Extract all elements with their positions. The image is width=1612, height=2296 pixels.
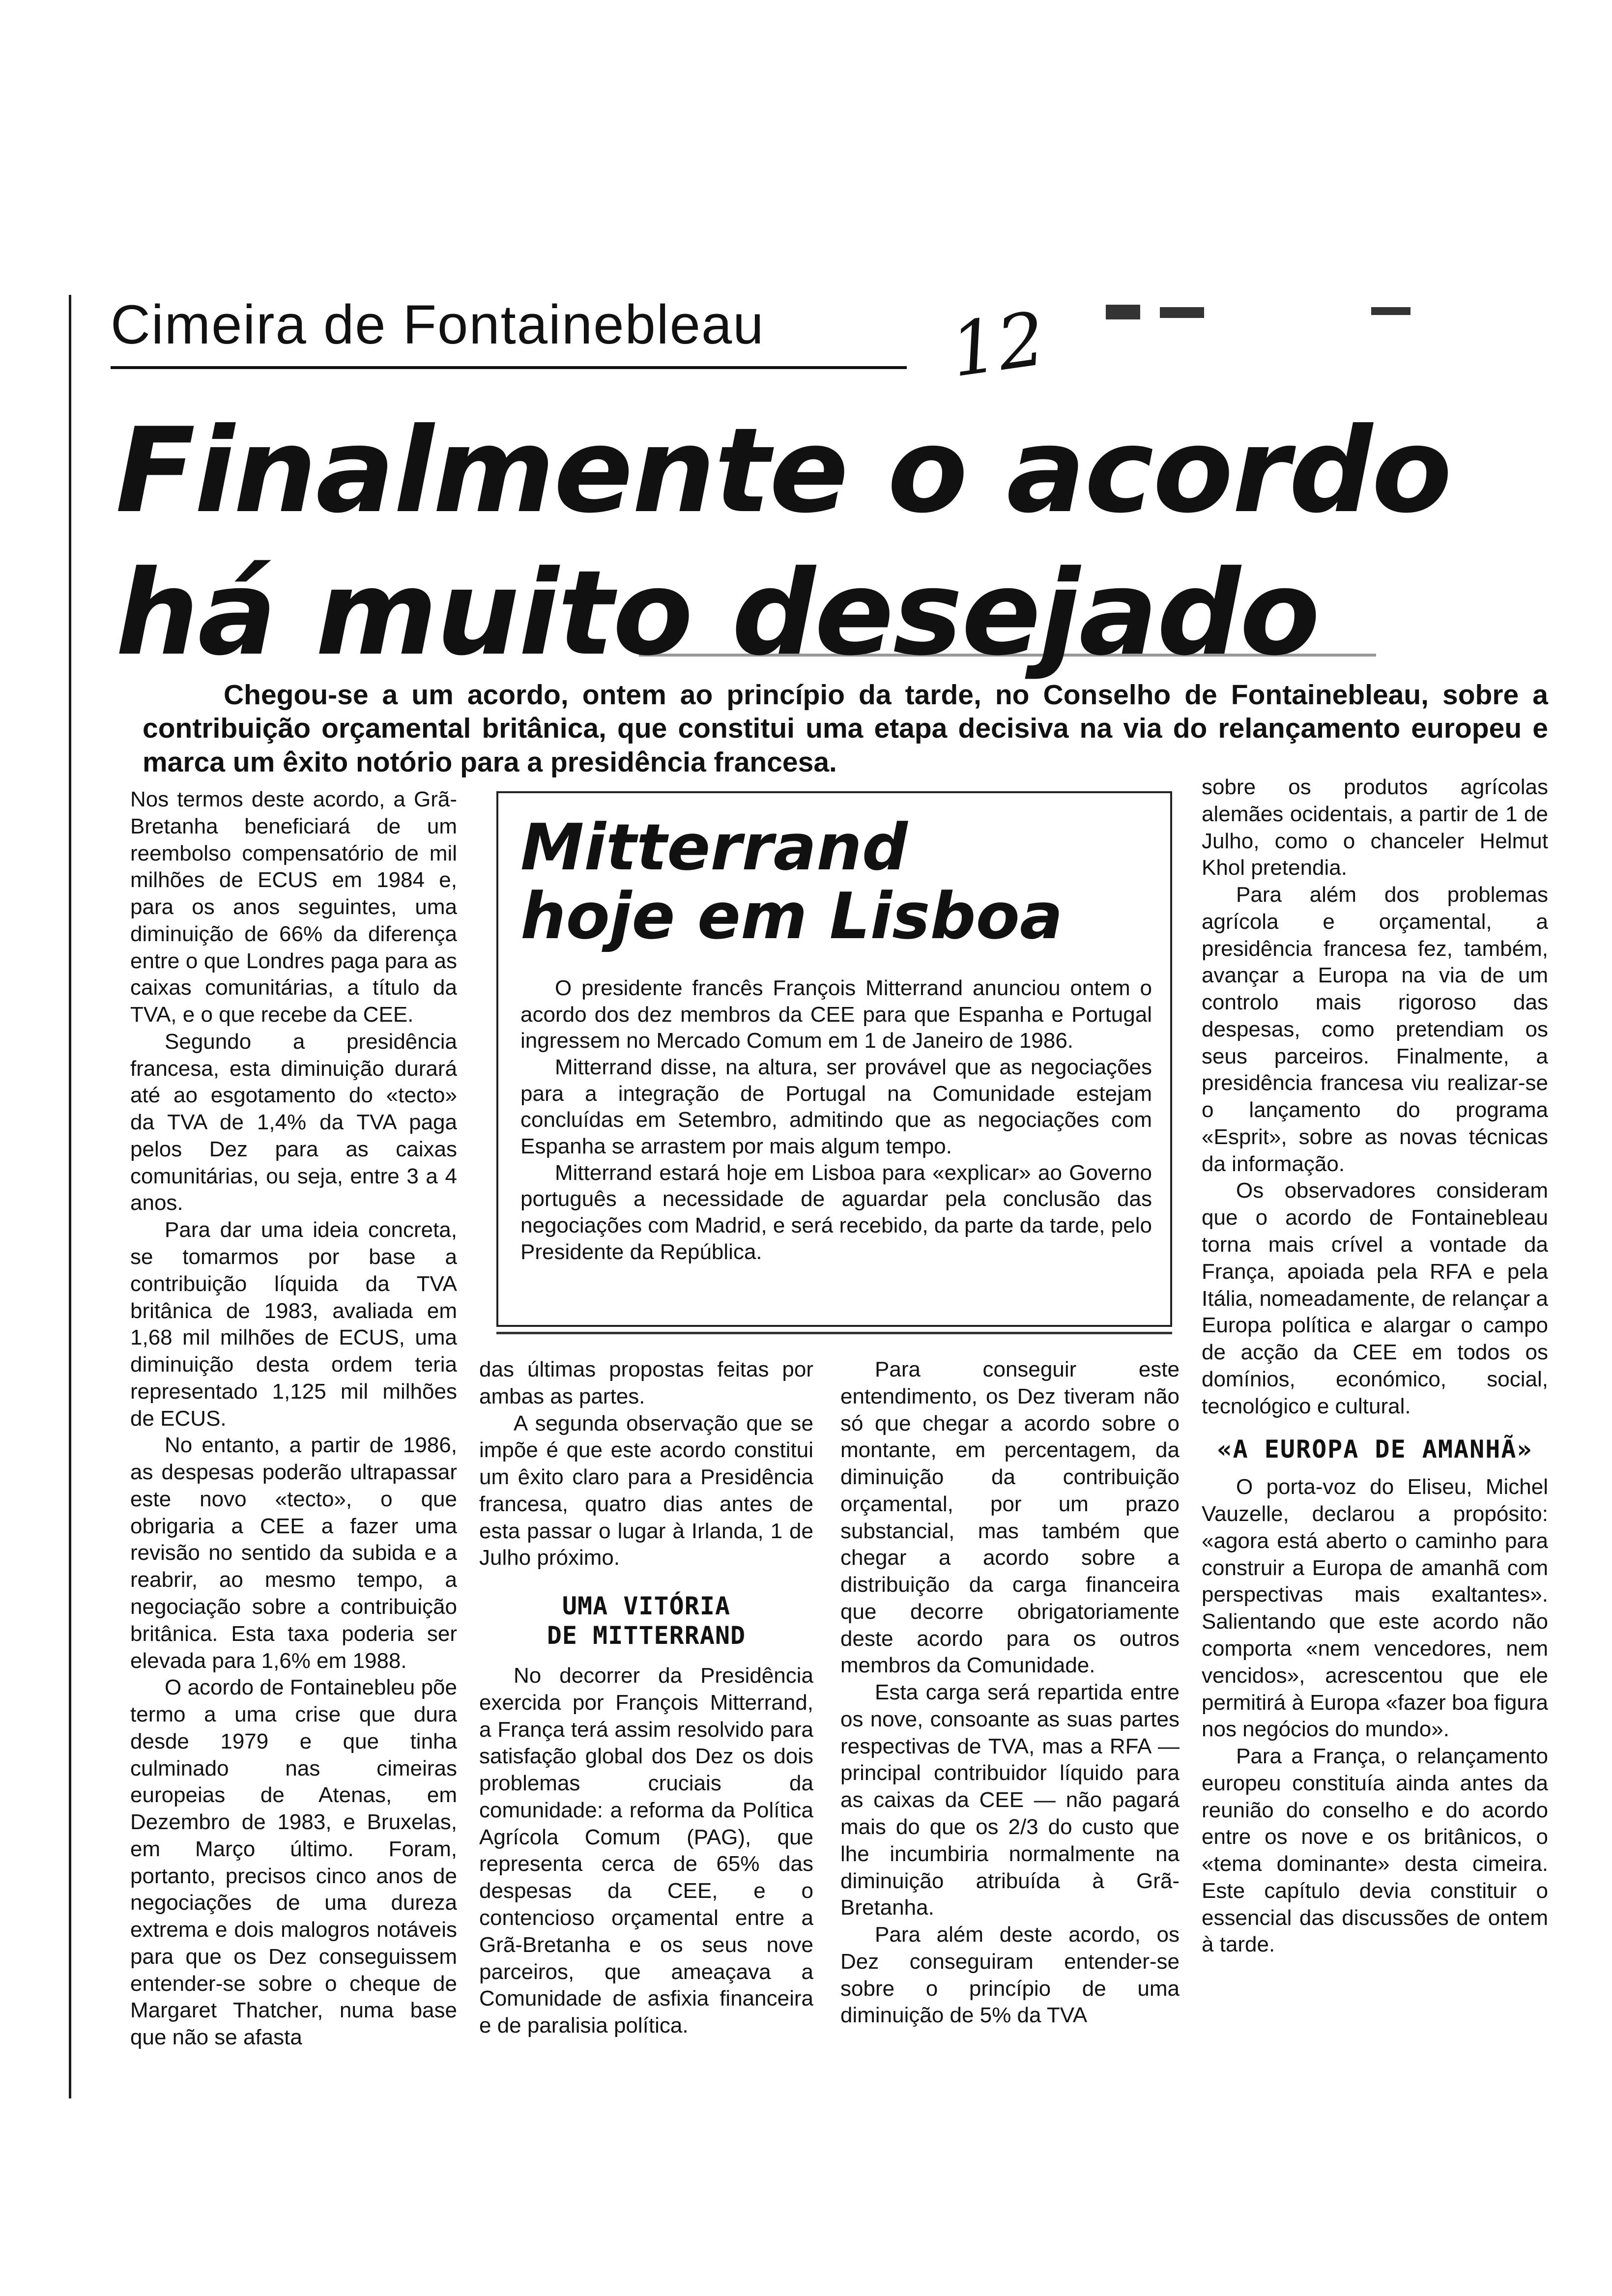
paragraph: No decorrer da Presidência exercida por François Mitterrand, a França terá assim resolvido para satisfação global dos Dez os dois problemas cruciais da comunidade: a reforma da Política Agrícola Comum (PAG), que representa cerca de 65% das despesas da CEE, e o contencioso orçamental entre a Grã-Bretanha e os seus nove parceiros, que ameaçava a Comunidade de asfixia financeira e de paralisia política. bbox=[479, 1664, 813, 2038]
handwritten-annotation: 12 bbox=[945, 296, 1051, 394]
subheading-line: DE MITTERRAND bbox=[547, 1621, 746, 1650]
scan-speckle bbox=[1371, 307, 1410, 315]
text-column-4 bbox=[1202, 774, 1548, 1958]
paragraph: O presidente francês François Mitterrand anunciou ontem o acordo dos dez membros da CEE para que Espanha e Portugal ingressem no Mercado Comum em 1 de Janeiro de 1986. bbox=[520, 976, 1152, 1053]
kicker-rule bbox=[111, 366, 907, 369]
paragraph: A segunda observação que se impõe é que este acordo constitui um êxito claro para a Presidência francesa, quatro dias antes de esta passar o lugar à Irlanda, 1 de Julho próximo. bbox=[479, 1411, 813, 1570]
paragraph: O acordo de Fontainebleu põe termo a uma crise que dura desde 1979 e que tinha culminado nas cimeiras europeias de Atenas, em Dezembro de 1983, e Bruxelas, em Março último. Foram, portanto, precisos cinco anos de negociações de uma dureza extrema e dois malogros notáveis para que os Dez conseguissem entender-se sobre o cheque de Margaret Thatcher, numa base que não se afasta bbox=[130, 1675, 457, 2050]
text-column-2 bbox=[479, 1356, 813, 2039]
sidebar-title-line-2: hoje em Lisboa bbox=[520, 879, 1063, 953]
scan-speckle bbox=[1160, 307, 1204, 318]
paragraph: Segundo a presidência francesa, esta diminuição durará até ao esgotamento do «tecto» da TVA de 1,4% da TVA paga pelos Dez para as caixas comunitárias, ou seja, entre 3 a 4 anos. bbox=[130, 1029, 457, 1215]
paragraph: O porta-voz do Eliseu, Michel Vauzelle, declarou a propósito: «agora está aberto o caminho para construir a Europa de amanhã com perspectivas mais exaltantes». Salientando que este acordo não comporta «nem vencedores, nem vencidos», acrescentou que ele permitirá à Europa «fazer boa figura nos negócios do mundo». bbox=[1202, 1475, 1548, 1742]
text-column-1 bbox=[130, 786, 457, 2051]
paragraph: Para dar uma ideia concreta, se tomarmos por base a contribuição líquida da TVA britânica de 1983, avaliada em 1,68 mil milhões de ECUS, uma diminuição desta ordem teria representado 1,125 mil milhões de ECUS. bbox=[130, 1218, 457, 1431]
paragraph: Os observadores consideram que o acordo de Fontainebleau torna mais crível a vontade da França, apoiada pela RFA e pela Itália, nomeadamente, de relançar a Europa política e alargar o campo de acção da CEE em todos os domínios, económico, social, tecnológico e cultural. bbox=[1202, 1178, 1548, 1418]
sidebar-title-line-1: Mitterrand bbox=[520, 810, 908, 885]
paragraph: Para conseguir este entendimento, os Dez tiveram não só que chegar a acordo sobre o montante, em percentagem, da diminuição da contribuição orçamental, por um prazo substancial, mas também que chegar a acordo sobre a distribuição da carga financeira que decorre obrigatoriamente deste acordo para os outros membros da Comunidade. bbox=[840, 1357, 1180, 1678]
subheading-uma-vitoria bbox=[479, 1591, 813, 1650]
paragraph: Para a França, o relançamento europeu constituía ainda antes da reunião do conselho e do acordo entre os nove e os britânicos, o «tema dominante» desta cimeira. Este capítulo devia constituir o essencial das discussões de ontem à tarde. bbox=[1202, 1744, 1548, 1957]
article-kicker: Cimeira de Fontainebleau bbox=[111, 294, 765, 355]
paragraph: Para além deste acordo, os Dez conseguiram entender-se sobre o princípio de uma diminuição de 5% da TVA bbox=[840, 1923, 1180, 2028]
headline-line-1: Finalmente o acordo bbox=[115, 403, 1451, 539]
paragraph: Mitterrand disse, na altura, ser provável que as negociações para a integração de Portugal na Comunidade estejam concluídas em Setembro, admitindo que as negociações com Espanha se arrastem por mais algum tempo. bbox=[520, 1055, 1152, 1159]
text-column-3 bbox=[840, 1356, 1180, 2029]
paragraph: das últimas propostas feitas por ambas as partes. bbox=[479, 1357, 813, 1408]
headline-line-2: há muito desejado bbox=[115, 545, 1319, 682]
scan-edge-line bbox=[69, 295, 71, 2098]
subheading-europa-de-amanha: «A EUROPA DE AMANHÃ» bbox=[1217, 1435, 1533, 1464]
paragraph: No entanto, a partir de 1986, as despesas poderão ultrapassar este novo «tecto», o que obrigaria a CEE a fazer uma revisão no sentido da subida e a reabrir, ao mesmo tempo, a negociação sobre a contribuição britânica. Esta taxa poderia ser elevada para 1,6% em 1988. bbox=[130, 1433, 457, 1673]
paragraph: Para além dos problemas agrícola e orçamental, a presidência francesa fez, também, avançar a Europa na via de um controlo mais rigoroso das despesas, como pretendiam os seus parceiros. Finalmente, a presidência francesa viu realizar-se o lançamento do programa «Esprit», sobre as novas técnicas da informação. bbox=[1202, 883, 1548, 1176]
scan-speckle bbox=[1106, 305, 1140, 319]
paragraph: Mitterrand estará hoje em Lisboa para «explicar» ao Governo português a necessidade de aguardar pela conclusão das negociações com Madrid, e será recebido, da parte da tarde, pelo Presidente da República. bbox=[520, 1160, 1152, 1264]
subheading-line: UMA VITÓRIA bbox=[562, 1592, 731, 1621]
paragraph: Esta carga será repartida entre os nove, consoante as suas partes respectivas de TVA, mas a RFA — principal contribuidor líquido para as caixas da CEE — não pagará mais do que os 2/3 do custo que lhe incumbiria normalmente na diminuição atribuída à Grã-Bretanha. bbox=[840, 1680, 1180, 1920]
sidebar-body bbox=[520, 975, 1152, 1265]
article-lead: Chegou-se a um acordo, ontem ao princípio da tarde, no Conselho de Fontainebleau, sobre a contribuição orçamental britânica, que constitui uma etapa decisiva na via do relançamento europeu e marca um êxito notório para a presidência francesa. bbox=[143, 679, 1548, 778]
paragraph: Nos termos deste acordo, a Grã-Bretanha beneficiará de um reembolso compensatório de mil milhões de ECUS em 1984 e, para os anos seguintes, uma diminuição de 66% da diferença entre o que Londres paga para as caixas comunitárias, a título da TVA, e o que recebe da CEE. bbox=[130, 787, 457, 1027]
paragraph: sobre os produtos agrícolas alemães ocidentais, a partir de 1 de Julho, como o chanceler Helmut Khol pretendia. bbox=[1202, 775, 1548, 880]
sidebar-box bbox=[496, 791, 1172, 1327]
sidebar-bottom-rule bbox=[496, 1332, 1172, 1334]
